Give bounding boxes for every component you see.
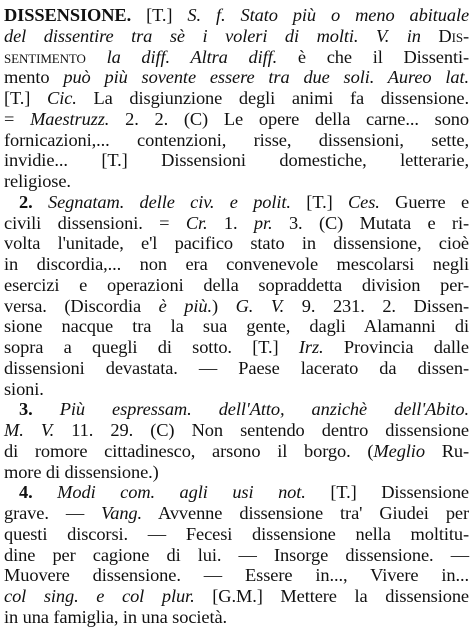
text-run: è più.: [158, 295, 212, 316]
text-run: Muovere dissensione. — Essere in..., Vivere in...: [4, 565, 469, 586]
text-run: Modi com. agli usi not.: [57, 482, 306, 503]
text-run: è che il Dissenti-: [297, 46, 469, 67]
text-run: 9. 231. 2. Dissen-: [284, 295, 469, 316]
text-run: Più espressam. dell'Atto, anzichè dell'Abito.: [59, 399, 469, 420]
text-run: La disgiunzione degli animi fa dissensione.: [76, 88, 469, 108]
text-run: col sing. e col plur.: [4, 586, 195, 606]
text-run: esercizi e operazioni della sopraddetta division per-: [4, 274, 469, 295]
text-run: Provincia dalle: [323, 337, 469, 357]
text-run: Dis-: [438, 25, 469, 46]
text-run: invidie... [T.] Dissensioni domestiche, letterarie,: [4, 150, 469, 171]
text-run: ): [211, 295, 236, 316]
text-run: questi discorsi. — Fecesi dissensione nella moltitu-: [4, 523, 469, 544]
text-run: può più sovente essere tra due soli. Aureo lat.: [63, 67, 470, 88]
text-run: sentimento: [4, 46, 86, 67]
text-run: 3. (C) Mutata e ri-: [272, 212, 469, 233]
text-run: Avvenne dissensione tra' Giudei per: [142, 503, 470, 523]
text-run: [G.M.] Mettere la dissensione: [194, 586, 469, 606]
text-run: 4.: [19, 482, 58, 503]
text-run: dissensioni devastata. — Paese lacerato da dissen-: [4, 357, 469, 378]
text-run: religiose.: [4, 171, 71, 191]
text-run: 1.: [207, 212, 254, 233]
text-run: sopra a quegli di sotto. [T.]: [4, 337, 299, 357]
text-run: del dissentire tra sè i voleri di molti. V. in: [4, 25, 439, 46]
text-run: in una famiglia, in una società.: [4, 606, 228, 627]
text-run: pr.: [253, 212, 273, 233]
text-run: Cr.: [185, 212, 208, 233]
headword: DISSENSIONE.: [4, 5, 132, 25]
text-run: Ces.: [347, 191, 380, 212]
text-run: sione nacque tra la sua gente, dagli Alamanni di: [4, 316, 469, 337]
text-run: grave. —: [4, 503, 102, 523]
text-run: Meglio: [373, 440, 425, 461]
text-run: 11. 29. (C) Non sentendo dentro dissensione: [54, 420, 469, 440]
text-run: G. V.: [235, 295, 285, 316]
text-run: M. V.: [4, 420, 55, 440]
text-run: [T.]: [131, 5, 188, 25]
text-run: Guerre e: [379, 191, 470, 212]
text-run: la diff. Altra diff.: [85, 46, 298, 67]
text-run: Cic.: [47, 88, 77, 108]
text-run: versa. (Discordia: [4, 295, 159, 316]
text-run: Maestruzz.: [30, 108, 110, 129]
text-run: Ru-: [424, 440, 469, 461]
text-run: in discordia,... non era convenevole mescolarsi negli: [4, 254, 469, 274]
entry-line: [4, 605, 469, 629]
text-run: S. f. Stato più o meno abituale: [187, 5, 470, 25]
text-run: sioni.: [4, 378, 44, 399]
text-run: [T.]: [4, 88, 48, 108]
text-run: Vang.: [101, 503, 143, 523]
text-run: Irz.: [298, 337, 324, 357]
text-run: more di dissensione.): [4, 461, 159, 482]
text-run: 2. 2. (C) Le opere della carne... sono: [109, 108, 469, 129]
text-run: dine per cagione di lui. — Insorge dissensione. —: [4, 544, 469, 565]
text-run: 3.: [19, 399, 60, 420]
text-run: di romore cittadinesco, arsono il borgo. (: [4, 440, 374, 461]
text-run: fornicazioni,... contenzioni, risse, dissensioni, sette,: [4, 129, 469, 150]
text-run: Segnatam. delle civ. e polit.: [47, 191, 291, 212]
text-run: [T.]: [290, 191, 348, 212]
text-run: 2.: [19, 191, 48, 212]
text-run: volta l'unitade, e'l pacifico stato in dissensione, cioè: [4, 233, 469, 254]
text-run: mento: [4, 67, 64, 88]
text-run: civili dissensioni. =: [4, 212, 186, 233]
text-run: =: [4, 108, 31, 129]
text-run: [T.] Dissensione: [305, 482, 469, 503]
